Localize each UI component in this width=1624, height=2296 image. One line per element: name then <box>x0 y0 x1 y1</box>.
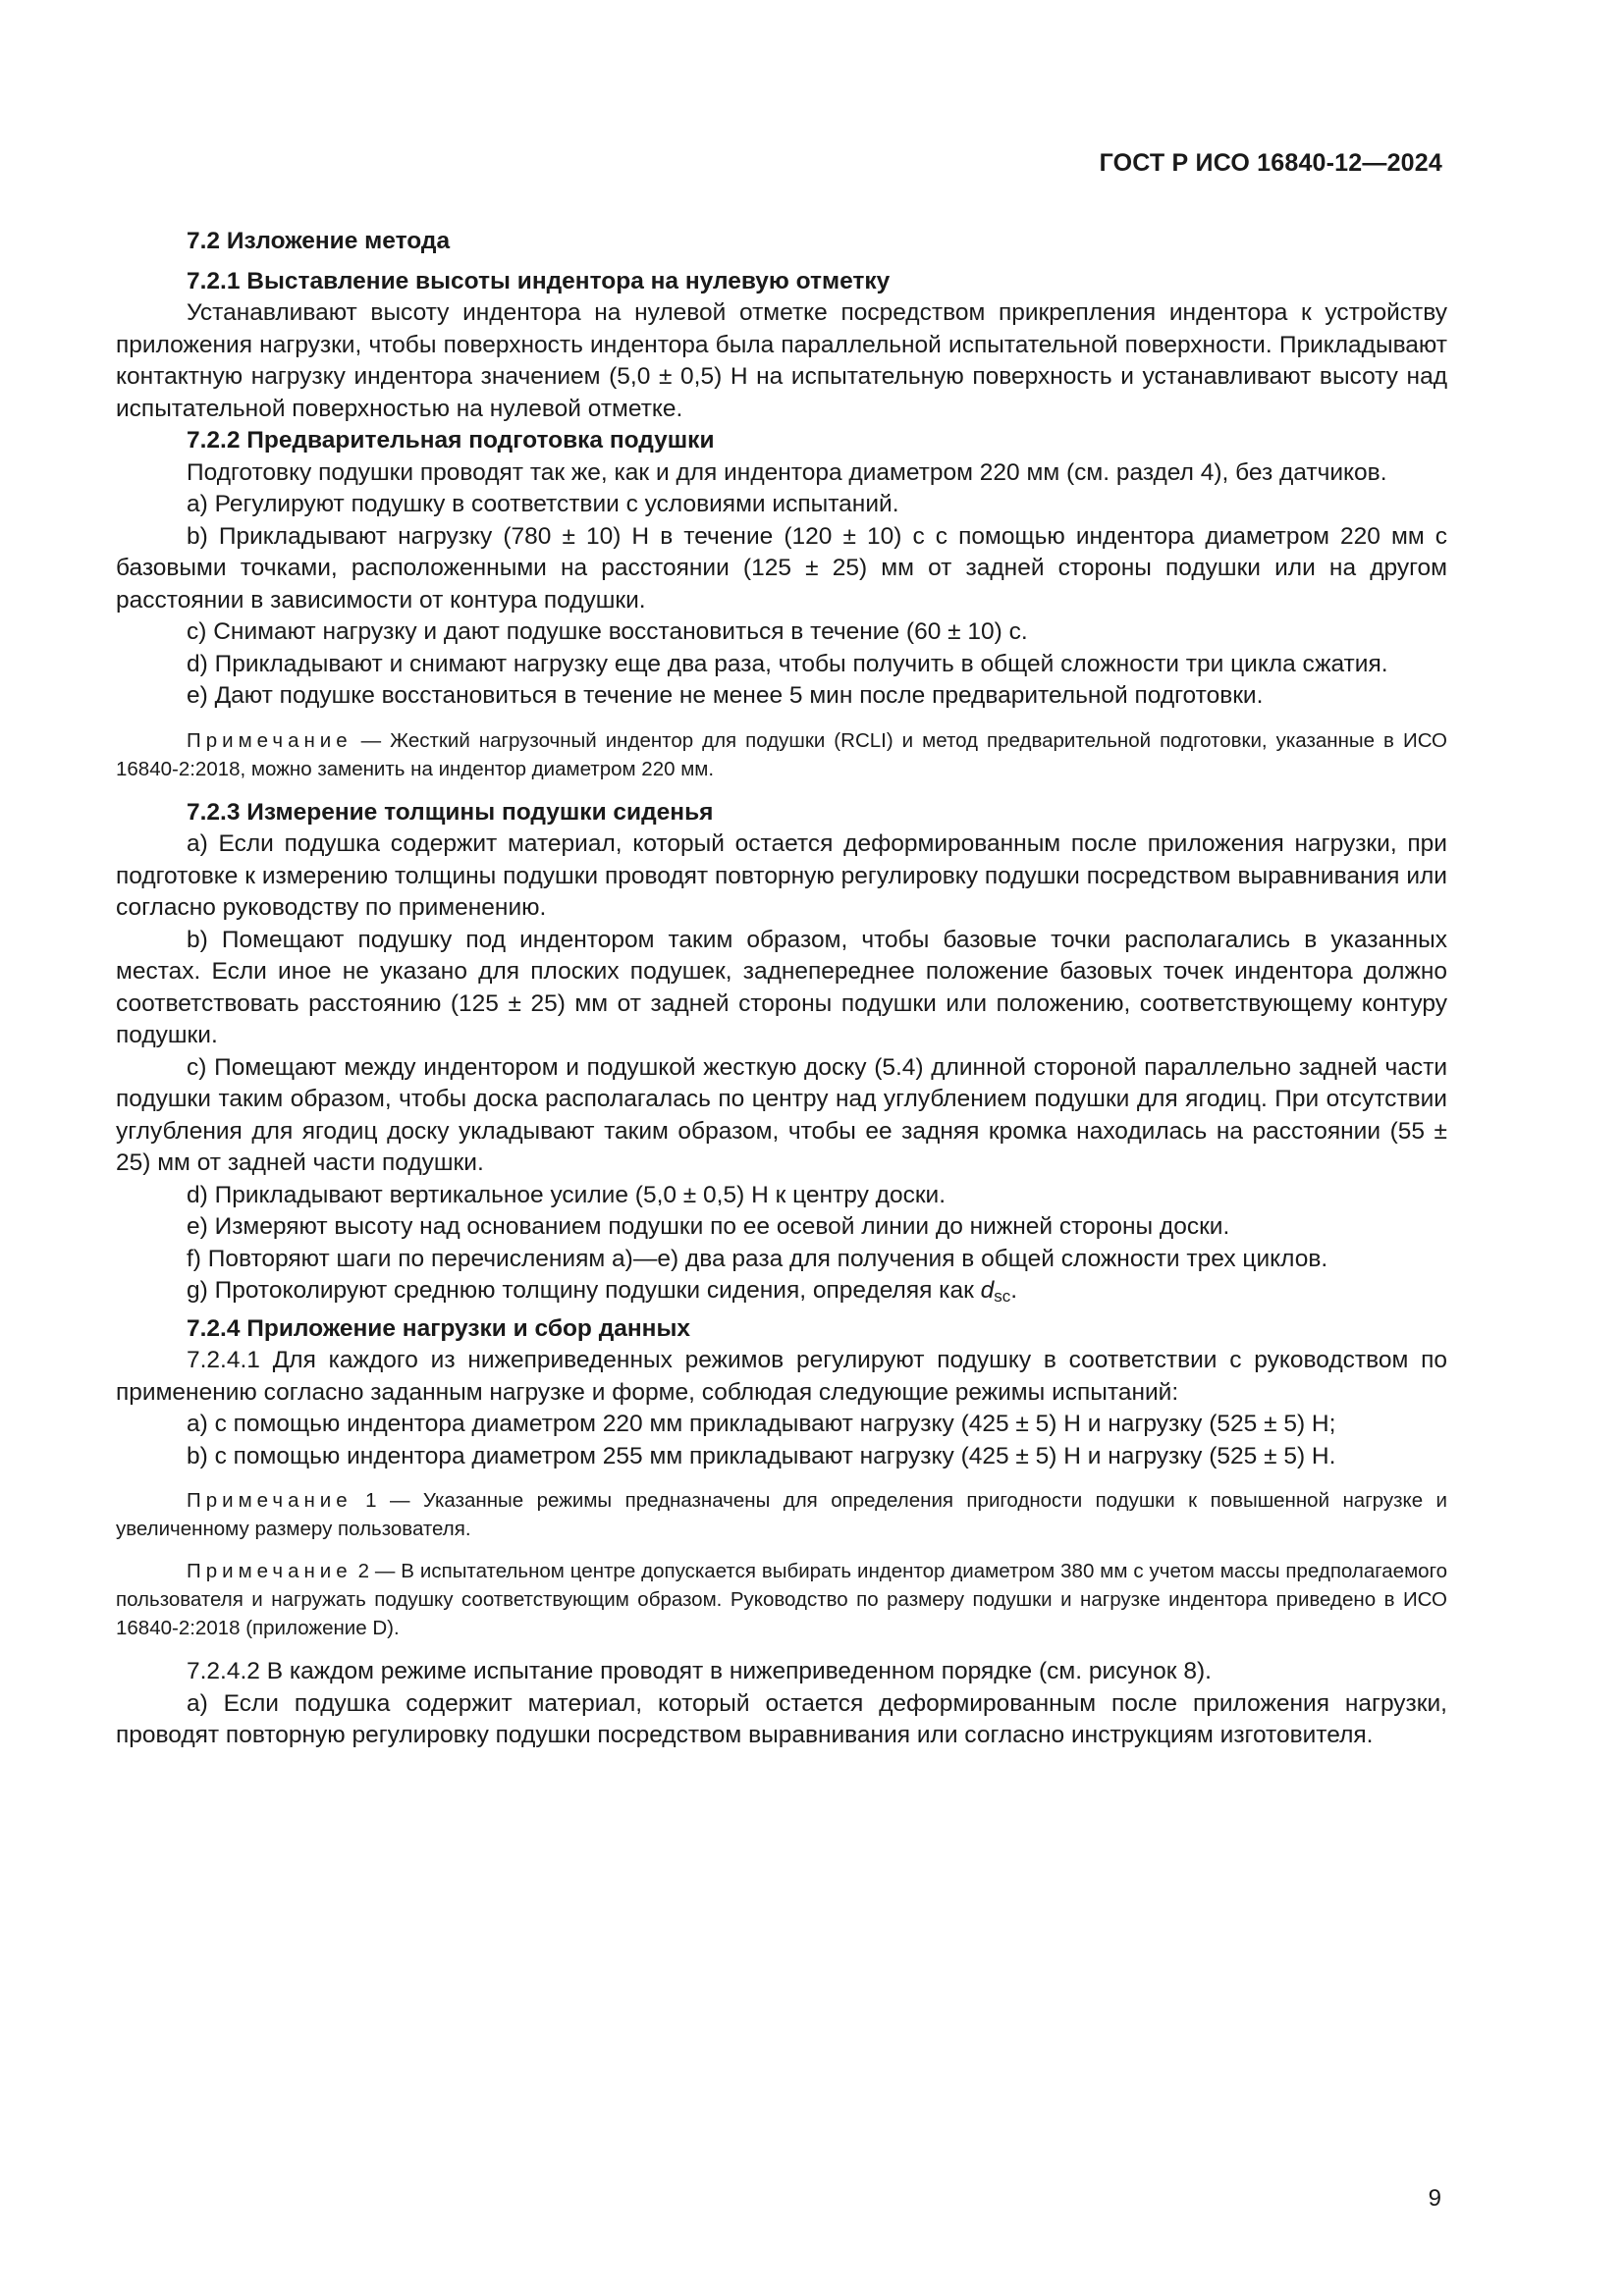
list-item-7-2-3-e: e) Измеряют высоту над основанием подушки по ее осевой линии до нижней стороны доски. <box>187 1213 1230 1240</box>
item-g-end: . <box>1010 1277 1018 1304</box>
note-text: — Жесткий нагрузочный индентор для подушки (RCLI) и метод предварительной подготовки, указанные в ИСО 16840-2:2018, можно заменить на индентор диаметром 220 мм. <box>116 728 1447 780</box>
list-item-7-2-3-b: b) Помещают подушку под индентором таким образом, чтобы базовые точки располагались в указанных местах. Если иное не указано для плоских подушек, заднепереднее положение базовых точек индентора должно соответствовать расстоянию (125 ± 25) мм от задней стороны подушки или положению, соответствующему контуру подушки. <box>116 926 1447 1048</box>
list-item-7-2-3-c: c) Помещают между индентором и подушкой жесткую доску (5.4) длинной стороной параллельно задней части подушки таким образом, чтобы доска располагалась по центру над углублением подушки для ягодиц. При отсутствии углубления для ягодиц доску укладывают таким образом, чтобы ее задняя кромка находилась на расстоянии (55 ± 25) мм от задней части подушки. <box>116 1053 1447 1176</box>
note-2-7-2-4 <box>116 1557 1447 1642</box>
variable-subscript: sc <box>994 1287 1011 1306</box>
list-item-7-2-4-2-a: а) Если подушка содержит материал, который остается деформированным после приложения нагрузки, проводят повторную регулировку подушки посредством выравнивания или согласно инструкциям изготовителя. <box>116 1689 1447 1748</box>
note-label: Примечание <box>187 728 352 752</box>
note-text: 1 — Указанные режимы предназначены для определения пригодности подушки к повышенной нагрузке и увеличенному размеру пользователя. <box>116 1489 1447 1540</box>
section-heading-7-2-4: 7.2.4 Приложение нагрузки и сбор данных <box>187 1314 691 1342</box>
item-g-text: g) Протоколируют среднюю толщину подушки сидения, определяя как <box>187 1277 981 1304</box>
variable-d: d <box>980 1277 995 1304</box>
list-item-7-2-2-c: c) Снимают нагрузку и дают подушке восстановиться в течение (60 ± 10) с. <box>187 618 1028 645</box>
list-item-7-2-2-e: e) Дают подушке восстановиться в течение не менее 5 мин после предварительной подготовки. <box>187 682 1264 709</box>
page-number: 9 <box>1428 2185 1441 2212</box>
note-7-2-2 <box>116 726 1447 783</box>
list-item-7-2-2-d: d) Прикладывают и снимают нагрузку еще два раза, чтобы получить в общей сложности три цикла сжатия. <box>187 650 1388 677</box>
paragraph-7-2-2-intro: Подготовку подушки проводят так же, как и для индентора диаметром 220 мм (см. раздел 4), без датчиков. <box>187 458 1387 486</box>
page-body <box>116 226 1447 1752</box>
note-label: Примечание <box>187 1489 352 1512</box>
document-code-header: ГОСТ Р ИСО 16840-12—2024 <box>1099 149 1442 177</box>
note-label: Примечание <box>187 1560 352 1582</box>
section-heading-7-2-2: 7.2.2 Предварительная подготовка подушки <box>187 427 715 454</box>
list-item-7-2-4-1-b: b) с помощью индентора диаметром 255 мм прикладывают нагрузку (425 ± 5) Н и нагрузку (525 ± 5) Н. <box>187 1442 1336 1469</box>
list-item-7-2-3-f: f) Повторяют шаги по перечислениям а)—е) два раза для получения в общей сложности трех циклов. <box>187 1245 1328 1272</box>
paragraph-7-2-1: Устанавливают высоту индентора на нулевой отметке посредством прикрепления индентора к устройству приложения нагрузки, чтобы поверхность индентора была параллельной испытательной поверхности. Прикладывают контактную нагрузку индентора значением (5,0 ± 0,5) Н на испытательную поверхность и устанавливают высоту над испытательной поверхностью на нулевой отметке. <box>116 299 1447 422</box>
list-item-7-2-3-a: a) Если подушка содержит материал, который остается деформированным после приложения нагрузки, при подготовке к измерению толщины подушки проводят повторную регулировку подушки посредством выравнивания или согласно руководству по применению. <box>116 830 1447 921</box>
list-item-7-2-4-1-a: a) с помощью индентора диаметром 220 мм прикладывают нагрузку (425 ± 5) Н и нагрузку (525 ± 5) Н; <box>187 1411 1336 1437</box>
paragraph-7-2-4-1: 7.2.4.1 Для каждого из нижеприведенных режимов регулируют подушку в соответствии с руководством по применению согласно заданным нагрузке и форме, соблюдая следующие режимы испытаний: <box>116 1347 1447 1406</box>
list-item-7-2-3-g <box>116 1275 1447 1313</box>
paragraph-7-2-4-2: 7.2.4.2 В каждом режиме испытание проводят в нижеприведенном порядке (см. рисунок 8). <box>187 1658 1212 1684</box>
section-heading-7-2-1: 7.2.1 Выставление высоты индентора на нулевую отметку <box>187 267 891 294</box>
list-item-7-2-2-b: b) Прикладывают нагрузку (780 ± 10) Н в течение (120 ± 10) с с помощью индентора диаметром 220 мм с базовыми точками, расположенными на расстоянии (125 ± 25) мм от задней стороны подушки или на другом расстоянии в зависимости от контура подушки. <box>116 522 1447 614</box>
list-item-7-2-3-d: d) Прикладывают вертикальное усилие (5,0 ± 0,5) Н к центру доски. <box>187 1181 947 1208</box>
list-item-7-2-2-a: a) Регулируют подушку в соответствии с условиями испытаний. <box>187 491 899 517</box>
section-heading-7-2: 7.2 Изложение метода <box>187 228 451 254</box>
note-text: 2 — В испытательном центре допускается выбирать индентор диаметром 380 мм с учетом массы предполагаемого пользователя и нагружать подушку соответствующим образом. Руководство по размеру подушки и нагрузке индентора приведено в ИСО 16840-2:2018 (приложение D). <box>116 1560 1447 1639</box>
note-1-7-2-4 <box>116 1486 1447 1543</box>
section-heading-7-2-3: 7.2.3 Измерение толщины подушки сиденья <box>187 798 714 826</box>
